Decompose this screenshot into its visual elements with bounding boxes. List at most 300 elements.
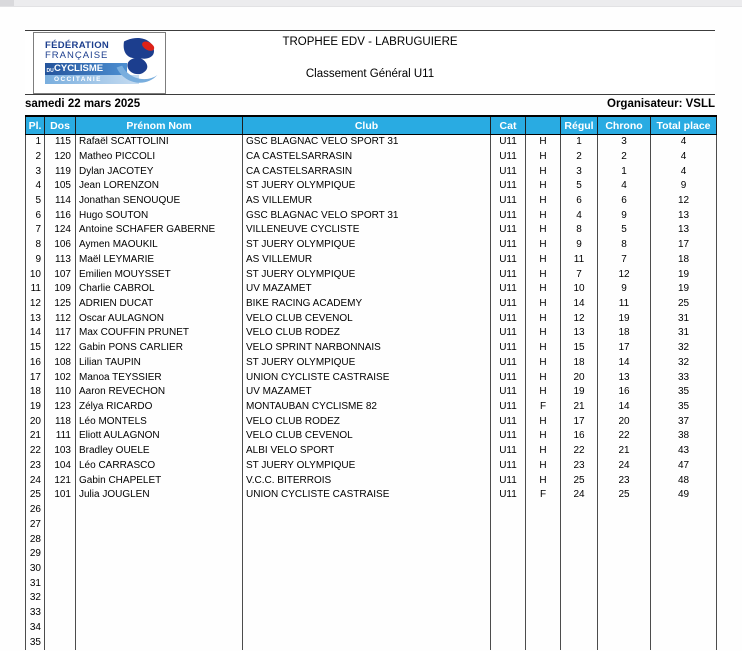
cell: 12 [26, 297, 45, 312]
cell [651, 503, 717, 518]
cell: 101 [45, 488, 76, 503]
cell: BIKE RACING ACADEMY [243, 297, 491, 312]
cell [491, 518, 526, 533]
window-top-strip [0, 0, 742, 7]
cell: 21 [598, 444, 651, 459]
table-row [26, 429, 717, 444]
cell: 8 [561, 223, 598, 238]
cell: U11 [491, 400, 526, 415]
cell: 21 [561, 400, 598, 415]
cell [45, 532, 76, 547]
table-row [26, 209, 717, 224]
cell: 19 [561, 385, 598, 400]
cell: 14 [26, 326, 45, 341]
cell [45, 547, 76, 562]
cell: 3 [598, 135, 651, 150]
table-row [26, 459, 717, 474]
cell: U11 [491, 444, 526, 459]
cell [243, 577, 491, 592]
cell: H [526, 429, 561, 444]
cell [651, 606, 717, 621]
cell [45, 518, 76, 533]
cell: H [526, 209, 561, 224]
cell: AS VILLEMUR [243, 253, 491, 268]
table-row-empty [26, 532, 717, 547]
cell: 20 [561, 371, 598, 386]
cell: U11 [491, 179, 526, 194]
table-row [26, 282, 717, 297]
cell: 22 [598, 429, 651, 444]
classification-title: Classement Général U11 [305, 68, 435, 80]
cell: H [526, 385, 561, 400]
cell [45, 577, 76, 592]
cell: 9 [26, 253, 45, 268]
cell: 124 [45, 223, 76, 238]
cell: 34 [26, 621, 45, 636]
cell: 25 [561, 474, 598, 489]
table-row-empty [26, 547, 717, 562]
cell: 11 [26, 282, 45, 297]
cell: 17 [561, 415, 598, 430]
cell [598, 518, 651, 533]
cell: U11 [491, 297, 526, 312]
cell: 27 [26, 518, 45, 533]
cell: MONTAUBAN CYCLISME 82 [243, 400, 491, 415]
cell [561, 562, 598, 577]
cell: 10 [561, 282, 598, 297]
cell: 15 [561, 341, 598, 356]
table-row [26, 164, 717, 179]
cell: 32 [26, 591, 45, 606]
cell: U11 [491, 371, 526, 386]
cell: 29 [26, 547, 45, 562]
cell [526, 532, 561, 547]
cell [526, 547, 561, 562]
cell: 104 [45, 459, 76, 474]
cell: 22 [561, 444, 598, 459]
cell [651, 591, 717, 606]
cell: H [526, 135, 561, 150]
cell: 12 [651, 194, 717, 209]
cell: U11 [491, 385, 526, 400]
cell: 2 [598, 150, 651, 165]
cell: F [526, 400, 561, 415]
cell [598, 562, 651, 577]
cell: 12 [598, 267, 651, 282]
cell: 2 [561, 150, 598, 165]
cell: 14 [598, 356, 651, 371]
cell: U11 [491, 415, 526, 430]
cell: Eliott AULAGNON [76, 429, 243, 444]
cell: 116 [45, 209, 76, 224]
cell: 24 [598, 459, 651, 474]
cell [526, 621, 561, 636]
cell: 7 [561, 267, 598, 282]
cell [243, 562, 491, 577]
cell [561, 577, 598, 592]
cell: VELO CLUB CEVENOL [243, 429, 491, 444]
table-row-empty [26, 577, 717, 592]
cell: 109 [45, 282, 76, 297]
cell: VELO CLUB RODEZ [243, 415, 491, 430]
cell: 11 [598, 297, 651, 312]
cell [491, 635, 526, 650]
cell [526, 591, 561, 606]
cell: Jean LORENZON [76, 179, 243, 194]
logo-band-du: DU [46, 68, 54, 74]
cell: U11 [491, 135, 526, 150]
cell: 1 [598, 164, 651, 179]
cell: 35 [651, 385, 717, 400]
table-row-empty [26, 591, 717, 606]
cell: U11 [491, 194, 526, 209]
cell: 15 [26, 341, 45, 356]
cell: F [526, 488, 561, 503]
table-row [26, 474, 717, 489]
cell: 102 [45, 371, 76, 386]
cell: 119 [45, 164, 76, 179]
cell [76, 606, 243, 621]
event-date: samedi 22 mars 2025 [25, 98, 141, 110]
table-row [26, 194, 717, 209]
cell [561, 532, 598, 547]
cell: 6 [598, 194, 651, 209]
cell [526, 518, 561, 533]
cell: 9 [598, 209, 651, 224]
cell [651, 532, 717, 547]
cell: 49 [651, 488, 717, 503]
table-row [26, 150, 717, 165]
cell [76, 577, 243, 592]
cell [561, 547, 598, 562]
cell: 1 [561, 135, 598, 150]
cell: 22 [26, 444, 45, 459]
cell: 8 [598, 238, 651, 253]
cell: U11 [491, 223, 526, 238]
cell: 23 [598, 474, 651, 489]
cell: 35 [26, 635, 45, 650]
cell [45, 606, 76, 621]
cell: Bradley OUELE [76, 444, 243, 459]
cell: 103 [45, 444, 76, 459]
cell: H [526, 326, 561, 341]
cell [526, 635, 561, 650]
table-row [26, 371, 717, 386]
table-row-empty [26, 635, 717, 650]
table-row-empty [26, 503, 717, 518]
cell [561, 591, 598, 606]
cell: Hugo SOUTON [76, 209, 243, 224]
table-row-empty [26, 621, 717, 636]
cell: 12 [561, 312, 598, 327]
cell: H [526, 253, 561, 268]
cell [598, 577, 651, 592]
results-tbody [26, 135, 717, 651]
cell: 33 [26, 606, 45, 621]
cell: 118 [45, 415, 76, 430]
cell [526, 577, 561, 592]
cell: 121 [45, 474, 76, 489]
cell: U11 [491, 341, 526, 356]
cell: 16 [26, 356, 45, 371]
cell: 38 [651, 429, 717, 444]
cell [651, 635, 717, 650]
cell: 9 [651, 179, 717, 194]
cell: 18 [598, 326, 651, 341]
cell: U11 [491, 253, 526, 268]
logo-region-occitanie: OCCITANIE [45, 75, 139, 84]
cell [243, 635, 491, 650]
cell [243, 606, 491, 621]
cell: H [526, 459, 561, 474]
cell [561, 503, 598, 518]
table-row [26, 223, 717, 238]
table-row [26, 297, 717, 312]
cell: Rafaël SCATTOLINI [76, 135, 243, 150]
cell: 112 [45, 312, 76, 327]
cell [526, 503, 561, 518]
cell: UV MAZAMET [243, 385, 491, 400]
cell: 5 [598, 223, 651, 238]
cell: 31 [651, 312, 717, 327]
cell: 114 [45, 194, 76, 209]
cell: 18 [26, 385, 45, 400]
cell: 113 [45, 253, 76, 268]
cell: U11 [491, 356, 526, 371]
cell: UV MAZAMET [243, 282, 491, 297]
cell [76, 518, 243, 533]
cell: 37 [651, 415, 717, 430]
cell [561, 606, 598, 621]
cell [76, 635, 243, 650]
logo-line-federation: FÉDÉRATION [45, 40, 110, 51]
cell: 18 [561, 356, 598, 371]
cell: H [526, 164, 561, 179]
cell: ST JUERY OLYMPIQUE [243, 179, 491, 194]
cell: 108 [45, 356, 76, 371]
cell: Lilian TAUPIN [76, 356, 243, 371]
cell [243, 621, 491, 636]
cell: 111 [45, 429, 76, 444]
cell: H [526, 297, 561, 312]
cell: 4 [651, 164, 717, 179]
cell [526, 606, 561, 621]
cell [651, 547, 717, 562]
cell: AS VILLEMUR [243, 194, 491, 209]
results-table [25, 115, 717, 650]
cell [243, 547, 491, 562]
cell: CA CASTELSARRASIN [243, 164, 491, 179]
cell: U11 [491, 326, 526, 341]
logo-band-label: CYCLISME [54, 63, 104, 74]
cell: 106 [45, 238, 76, 253]
table-row [26, 135, 717, 150]
cell: 17 [651, 238, 717, 253]
cell: 4 [561, 209, 598, 224]
cell: H [526, 415, 561, 430]
cell [526, 562, 561, 577]
cell: 13 [26, 312, 45, 327]
cell: H [526, 444, 561, 459]
cell: H [526, 282, 561, 297]
col-header-category: Cat [491, 116, 526, 135]
cell: 13 [651, 223, 717, 238]
cell: VILLENEUVE CYCLISTE [243, 223, 491, 238]
cell [45, 591, 76, 606]
cell [651, 621, 717, 636]
cell: 23 [26, 459, 45, 474]
cell: 8 [26, 238, 45, 253]
cell: 115 [45, 135, 76, 150]
cell: ST JUERY OLYMPIQUE [243, 238, 491, 253]
col-header-name: Prénom Nom [76, 116, 243, 135]
organizer-label: Organisateur: VSLL [607, 98, 715, 110]
table-row-empty [26, 562, 717, 577]
cell: UNION CYCLISTE CASTRAISE [243, 488, 491, 503]
cell [45, 562, 76, 577]
cell: H [526, 179, 561, 194]
cell: H [526, 267, 561, 282]
table-row [26, 238, 717, 253]
cell: 19 [651, 282, 717, 297]
cell: 19 [651, 267, 717, 282]
table-row [26, 267, 717, 282]
cell: 43 [651, 444, 717, 459]
cell: CA CASTELSARRASIN [243, 150, 491, 165]
cell [76, 547, 243, 562]
cell: 3 [26, 164, 45, 179]
cell [76, 621, 243, 636]
cell [491, 606, 526, 621]
cell: 13 [598, 371, 651, 386]
cell: 21 [26, 429, 45, 444]
cell: H [526, 312, 561, 327]
cell: 32 [651, 356, 717, 371]
cell: 23 [561, 459, 598, 474]
cell: 19 [598, 312, 651, 327]
cell [243, 591, 491, 606]
cell: 31 [26, 577, 45, 592]
cell: 25 [26, 488, 45, 503]
cell: U11 [491, 267, 526, 282]
cell: 117 [45, 326, 76, 341]
cell: 25 [598, 488, 651, 503]
cell [561, 518, 598, 533]
cell [561, 635, 598, 650]
cell: 5 [561, 179, 598, 194]
cell: H [526, 341, 561, 356]
cell: VELO CLUB RODEZ [243, 326, 491, 341]
table-row [26, 400, 717, 415]
table-row [26, 326, 717, 341]
cell [598, 635, 651, 650]
cell: V.C.C. BITERROIS [243, 474, 491, 489]
cell [491, 591, 526, 606]
cell: 24 [561, 488, 598, 503]
cell: 18 [651, 253, 717, 268]
cell: ST JUERY OLYMPIQUE [243, 459, 491, 474]
cell [651, 518, 717, 533]
cell: 13 [651, 209, 717, 224]
cell: 4 [651, 150, 717, 165]
cell [651, 577, 717, 592]
col-header-total: Total place [651, 116, 717, 135]
cell: Gabin CHAPELET [76, 474, 243, 489]
window-top-corner [0, 0, 14, 6]
table-row [26, 341, 717, 356]
table-row [26, 385, 717, 400]
cell: U11 [491, 429, 526, 444]
cell: 17 [26, 371, 45, 386]
cell: 9 [598, 282, 651, 297]
cell: H [526, 194, 561, 209]
cell [651, 562, 717, 577]
cell [45, 503, 76, 518]
cell: ST JUERY OLYMPIQUE [243, 267, 491, 282]
col-header-club: Club [243, 116, 491, 135]
table-row [26, 415, 717, 430]
table-row-empty [26, 518, 717, 533]
cell: Léo MONTELS [76, 415, 243, 430]
cell: U11 [491, 459, 526, 474]
cell: U11 [491, 164, 526, 179]
cell: 20 [598, 415, 651, 430]
col-header-chrono: Chrono [598, 116, 651, 135]
cell: 7 [598, 253, 651, 268]
cell: Aymen MAOUKIL [76, 238, 243, 253]
cell: Léo CARRASCO [76, 459, 243, 474]
cell: Manoa TEYSSIER [76, 371, 243, 386]
cell: 10 [26, 267, 45, 282]
cell [45, 635, 76, 650]
cell [45, 621, 76, 636]
cell: U11 [491, 312, 526, 327]
col-header-bib: Dos [45, 116, 76, 135]
cell: 33 [651, 371, 717, 386]
cell [76, 591, 243, 606]
cell: U11 [491, 209, 526, 224]
cell [491, 621, 526, 636]
table-header-row [26, 116, 717, 135]
cell: 20 [26, 415, 45, 430]
cell [76, 532, 243, 547]
cell: 105 [45, 179, 76, 194]
cell [243, 532, 491, 547]
cell: Maël LEYMARIE [76, 253, 243, 268]
cell: 110 [45, 385, 76, 400]
cell [598, 621, 651, 636]
cell [491, 532, 526, 547]
cell: Aaron REVECHON [76, 385, 243, 400]
cell: U11 [491, 474, 526, 489]
cell: Max COUFFIN PRUNET [76, 326, 243, 341]
cell: ST JUERY OLYMPIQUE [243, 356, 491, 371]
cell: 30 [26, 562, 45, 577]
cell: GSC BLAGNAC VELO SPORT 31 [243, 135, 491, 150]
cell [491, 547, 526, 562]
cell [598, 606, 651, 621]
table-row [26, 312, 717, 327]
table-row [26, 253, 717, 268]
cell [243, 518, 491, 533]
cell: H [526, 223, 561, 238]
cell: Julia JOUGLEN [76, 488, 243, 503]
cell: VELO CLUB CEVENOL [243, 312, 491, 327]
cell: 1 [26, 135, 45, 150]
table-row-empty [26, 606, 717, 621]
col-header-place: Pl. [26, 116, 45, 135]
cell: 11 [561, 253, 598, 268]
